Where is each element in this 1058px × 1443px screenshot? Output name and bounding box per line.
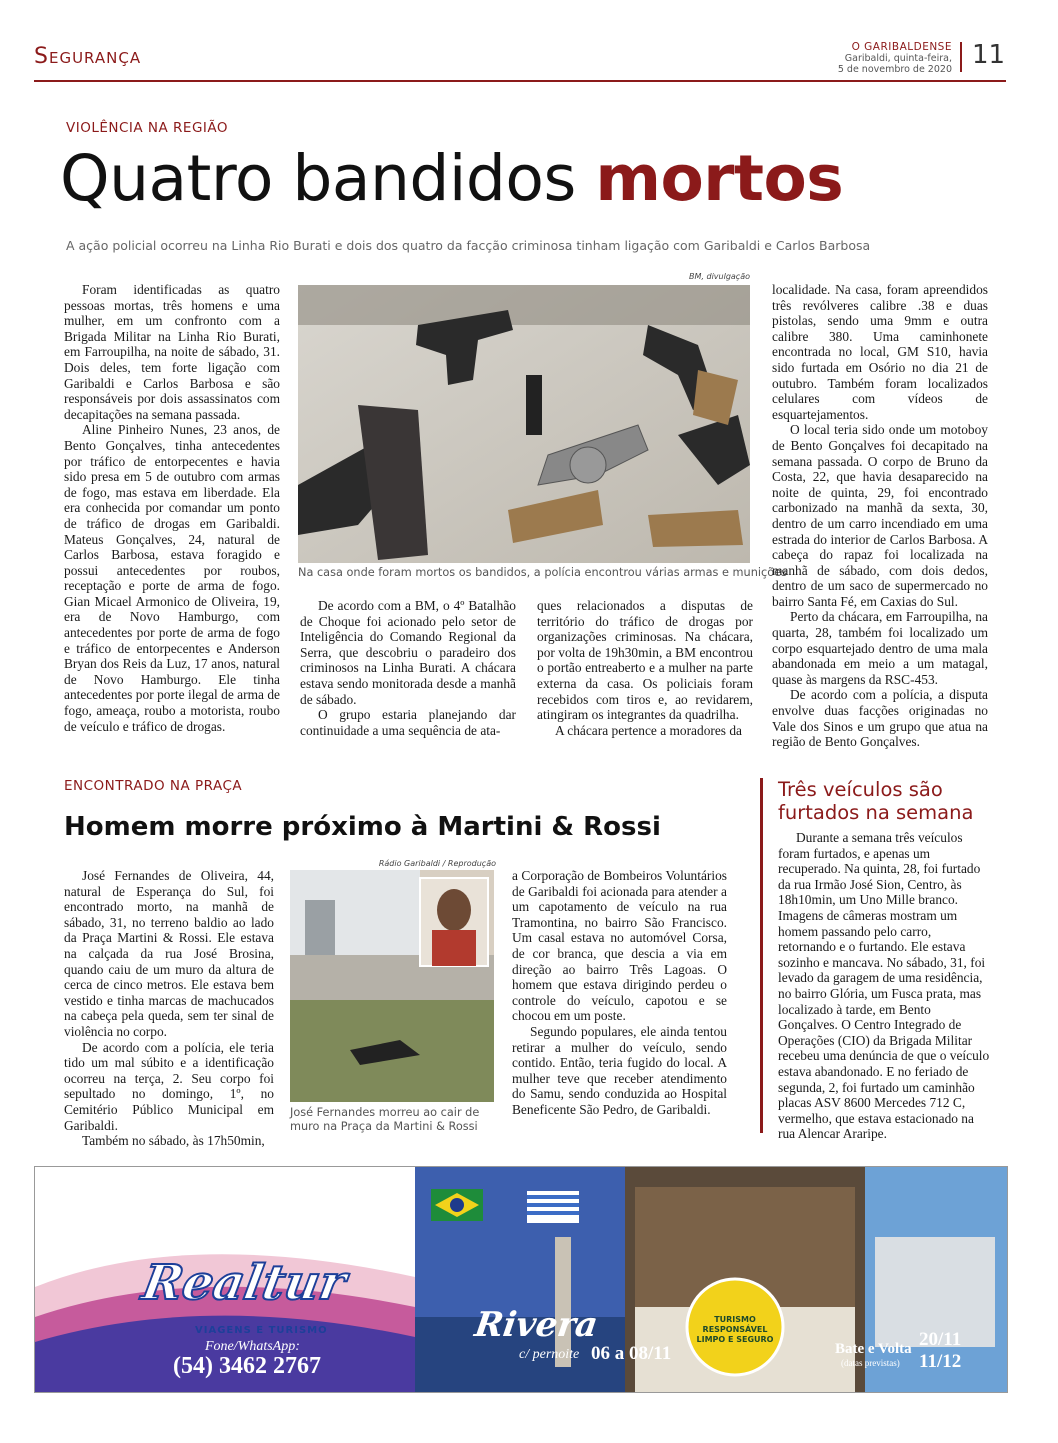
paragraph: Segundo populares, ele ainda tentou retirar a mulher do veículo, sendo contido. Então, teria fugido do local. A mulher teve que receber atendimento do Samu, sendo conduzida ao Hospital Beneficente São Pedro, de Garibaldi. [512,1023,727,1117]
ad-seal-line-2: RESPONSÁVEL [702,1325,768,1334]
side-body [778,830,990,1142]
ad-contact-label: Fone/WhatsApp: [205,1339,300,1354]
weapons-photo [298,285,750,563]
paper-name: O GARIBALDENSE [851,41,952,53]
header-rule [34,80,1006,82]
main-photo-credit: BM, divulgação [689,272,750,281]
second-photo-caption: José Fernandes morreu ao cair de muro na Praça da Martini & Rossi [290,1106,480,1133]
main-col-3 [537,598,753,738]
section-title: Segurança [34,44,142,69]
ad-phone[interactable]: (54) 3462 2767 [173,1353,321,1379]
paragraph: Perto da chácara, em Farroupilha, na quarta, 28, também foi localizado um corpo esquartejado dentro de uma mala abandonada em meio a um matagal, quase às margens da RSC-453. [772,609,988,687]
paragraph: a Corporação de Bombeiros Voluntários de Garibaldi foi acionada para atender a um capotamento de veículo na rua Tramontina, no bairro São Francisco. Um casal estava no automóvel Corsa, de cor branca, que descia a via em direção ao bairro Três Lagoas. O homem que estava dirigindo perdeu o controle do veículo, capotou e se chocou em um poste. [512,868,727,1024]
dateline-2: 5 de novembro de 2020 [837,64,952,75]
paragraph: José Fernandes de Oliveira, 44, natural de Esperança do Sul, foi encontrado morto, na manhã de sábado, 31, no terreno baldio ao lado da Praça Martini & Rossi. Ele estava na calçada da rua José Brosina, quando caiu de um muro da altura de cerca de cinco metros. Ele estava bem vestido e tinha marcas de machucados na cabeça pela queda, sem ter sinal de violência no corpo. [64,868,274,1039]
main-headline-accent: mortos [595,142,844,215]
paragraph: O grupo estaria planejando dar continuidade a uma sequência de ata- [300,707,516,738]
paragraph: De acordo com a polícia, a disputa envolve duas facções originadas no Vale dos Sinos e um grupo que atua na região de Bento Gonçalves. [772,687,988,750]
realtur-ad[interactable] [34,1166,1008,1393]
paragraph: Foram identificadas as quatro pessoas mortas, três homens e uma mulher, em um confronto com a Brigada Militar na Linha Rio Burati, em Farroupilha, na noite de sábado, 31. Dois deles, tem forte ligação com Garibaldi e Carlos Barbosa e são responsáveis por dois assassinatos com decapitações na semana passada. [64,282,280,422]
side-headline-line-2: furtados na semana [778,801,974,824]
ad-daytrip-note: (datas previstas) [841,1358,900,1368]
main-photo-caption: Na casa onde foram mortos os bandidos, a polícia encontrou várias armas e munições [298,566,787,579]
side-accent-bar [760,778,763,1133]
ad-seal-line-3: LIMPO E SEGURO [696,1335,774,1344]
ad-seal [695,1315,775,1345]
dateline-1: Garibaldi, quinta-feira, [844,53,952,64]
scene-photo [290,870,494,1102]
page-number: 11 [972,40,1006,70]
ad-daytrip-date-1: 20/11 [919,1329,962,1350]
main-col-4 [772,282,988,750]
paragraph: Também no sábado, às 17h50min, [82,1133,265,1149]
paragraph: De acordo com a polícia, ele teria tido um mal súbito e a identificação ocorreu na terça, 2. Seu corpo foi sepultado no domingo, 1º, no Cemitério Público Municipal em Garibaldi. [64,1039,274,1133]
ad-brand: Realtur [138,1255,351,1311]
second-kicker: ENCONTRADO NA PRAÇA [64,778,243,794]
page-number-divider [960,42,962,72]
ad-daytrip-dates [919,1329,961,1373]
second-photo [290,870,494,1102]
ad-daytrip-date-2: 11/12 [919,1351,962,1372]
main-headline-plain: Quatro bandidos [60,142,596,215]
ad-overnight: c/ pernoite [519,1347,580,1362]
ad-daytrip: Bate e Volta [835,1341,912,1357]
second-photo-credit: Rádio Garibaldi / Reprodução [378,859,496,868]
ad-seal-line-1: TURISMO [714,1315,756,1324]
paragraph: Durante a semana três veículos foram furtados, e apenas um recuperado. Na quinta, 28, foi furtado da rua Irmão José Sion, Centro, às 18h10min, um Uno Mille branco. Imagens de câmeras mostram um homem passando pelo carro, retornando e o furtando. Ele estava sozinho e mancava. No sábado, 31, foi levado da garagem de uma residência, no bairro Glória, um Fusca prata, mas localizado à tarde, em Bento Gonçalves. O Centro Integrado de Operações (CIO) da Brigada Militar recebeu uma denúncia de que o veículo estava abandonado. E no feriado de segunda, 2, foi furtado um caminhão placas ASV 8600 Mercedes 712 C, vermelho, que estava estacionado na rua Alencar Araripe. [778,830,990,1142]
ad-brand-sub: VIAGENS E TURISMO [195,1325,328,1336]
side-headline-line-1: Três veículos são [778,778,943,801]
main-photo [298,285,750,563]
paragraph: localidade. Na casa, foram apreendidos três revólveres calibre .38 e duas pistolas, sendo uma 9mm e outra calibre 380. Uma caminhonete encontrada no local, GM S10, havia sido furtada em Osório no dia 21 de outubro. Também foram localizados celulares com vídeos de esquartejamentos. [772,282,988,422]
main-col-1 [64,282,280,734]
main-col-2 [300,598,516,738]
main-headline [60,142,843,215]
masthead-info [838,42,952,75]
paragraph: O local teria sido onde um motoboy de Bento Gonçalves foi decapitado na semana passada. O corpo de Bruno da Costa, 22, que havia desaparecido na noite de quinta, 29, foi encontrado carbonizado na manhã da sexta, 30, dentro de um carro incendiado em uma estrada do interior de Carlos Barbosa. A cabeça do rapaz foi localizada na manhã de sábado, com dois dedos, dentro de um saco de supermercado no bairro Santa Fé, em Caxias do Sul. [772,422,988,609]
main-subhead: A ação policial ocorreu na Linha Rio Burati e dois dos quatro da facção criminosa tinham ligação com Garibaldi e Carlos Barbosa [66,238,871,253]
second-col-2 [512,868,727,1118]
second-col-1 [64,868,274,1149]
second-headline: Homem morre próximo à Martini & Rossi [64,812,661,842]
paragraph: Aline Pinheiro Nunes, 23 anos, de Bento Gonçalves, tinha antecedentes por tráfico de entorpecentes e havia sido presa em 5 de outubro com armas de fogo, mas estava em liberdade. Ela era conhecida por comandar um ponto de tráfico de drogas em Garibaldi. Mateus Gonçalves, 24, natural de Carlos Barbosa, estava foragido e possui antecedentes por roubos, receptação e porte de arma de fogo. Gian Micael Armonico de Oliveira, 19, era de Novo Hamburgo, com antecedentes por porte de arma de fogo e tráfico de entorpecentes e Anderson Bryan dos Reis da Luz, 17 anos, natural de Novo Hamburgo. Ele tinha antecedentes por porte ilegal de arma de fogo, ameaça, roubo a motorista, roubo de veículo e tráfico de drogas. [64,422,280,734]
paragraph: ques relacionados a disputas de território do tráfico de drogas por organizações criminosas. Na chácara, por volta de 19h30min, a BM encontrou o portão entreaberto e a mulher na parte externa da casa. Os policiais foram recebidos com tiros e, ao revidarem, atingiram os integrantes da quadrilha. [537,598,753,723]
main-kicker: VIOLÊNCIA NA REGIÃO [66,120,229,136]
ad-destination: Rivera [472,1305,601,1345]
paragraph: A chácara pertence a moradores da [555,722,742,738]
ad-dates: 06 a 08/11 [591,1343,672,1364]
side-headline [778,778,973,824]
paragraph: De acordo com a BM, o 4º Batalhão de Choque foi acionado pelo setor de Inteligência do Comando Regional da Serra, que descobriu o paradeiro dos criminosos na Linha Burati. A chácara estava sendo monitorada desde a manhã de sábado. [300,598,516,707]
